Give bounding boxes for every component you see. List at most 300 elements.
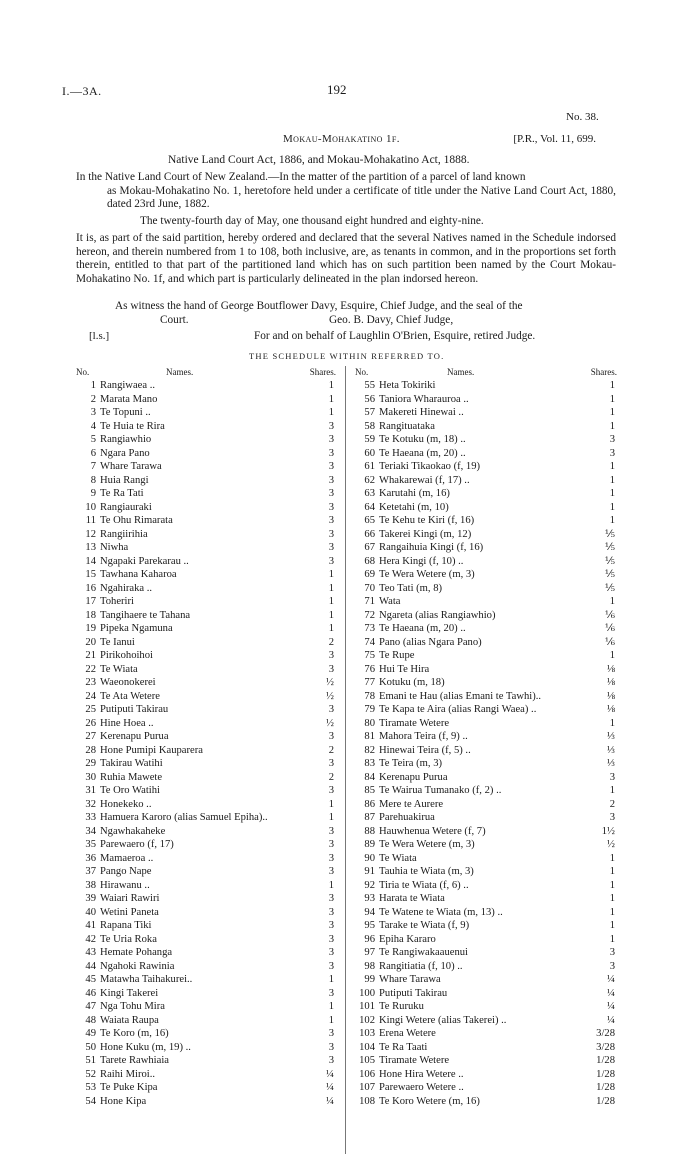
schedule-row	[355, 1041, 617, 1055]
share-value: 3	[328, 785, 334, 796]
schedule-row	[355, 960, 617, 974]
schedule-row	[76, 906, 336, 920]
row-number: 78	[364, 690, 375, 702]
row-number: 86	[364, 798, 375, 810]
owner-name: Honekeko ..	[100, 798, 152, 810]
schedule-row	[76, 744, 336, 758]
owner-name: Whare Tarawa	[100, 461, 162, 472]
schedule-row	[76, 568, 336, 582]
owner-name: Takerei Kingi (m, 12)	[379, 528, 472, 540]
schedule-row	[355, 1081, 617, 1095]
owner-name: Matawha Taihakurei..	[100, 974, 193, 985]
row-number: 101	[359, 1001, 375, 1012]
share-value: 3	[328, 515, 334, 526]
schedule-row	[355, 1095, 617, 1109]
share-value: 3	[328, 987, 334, 999]
owner-name: Rangituataka	[379, 420, 435, 432]
owner-name: Tangihaere te Tahana	[100, 609, 191, 621]
row-number: 95	[364, 920, 375, 931]
share-value: 1/28	[596, 1068, 615, 1080]
owner-name: Whare Tarawa	[379, 974, 441, 985]
schedule-row	[76, 460, 336, 474]
row-number: 13	[85, 542, 96, 553]
share-value: ⅕	[604, 582, 615, 594]
schedule-row	[76, 474, 336, 488]
share-value: 2	[609, 798, 615, 810]
owner-name: Hamuera Karoro (alias Samuel Epiha)..	[100, 812, 268, 823]
schedule-row	[76, 1054, 336, 1068]
schedule-row	[355, 1054, 617, 1068]
schedule-row	[76, 636, 336, 650]
seal-mark: [l.s.]	[89, 330, 110, 342]
schedule-row	[76, 703, 336, 717]
schedule-right-header	[355, 366, 617, 379]
owner-name: Whakarewai (f, 17) ..	[379, 474, 470, 486]
schedule-row	[355, 622, 617, 636]
owner-name: Te Ata Wetere	[100, 690, 160, 702]
schedule-row	[76, 1014, 336, 1028]
owner-name: Te Haeana (m, 20) ..	[379, 623, 466, 634]
row-number: 71	[364, 596, 375, 607]
schedule-row	[355, 663, 617, 677]
row-number: 36	[85, 852, 96, 864]
row-number: 35	[85, 839, 96, 850]
owner-name: Tawhana Kaharoa	[100, 569, 177, 580]
schedule-row	[355, 568, 617, 582]
owner-name: Hirawanu ..	[100, 879, 150, 891]
schedule-row	[355, 460, 617, 474]
row-number: 61	[364, 461, 375, 472]
share-value: 3	[328, 447, 334, 459]
owner-name: Putiputi Takirau	[100, 704, 169, 715]
schedule-row	[76, 1081, 336, 1095]
row-number: 79	[364, 704, 375, 715]
share-value: ¼	[607, 1014, 615, 1026]
share-value: 3	[328, 866, 334, 877]
row-number: 104	[359, 1041, 375, 1053]
schedule-row	[76, 784, 336, 798]
schedule-row	[355, 555, 617, 569]
row-number: 91	[364, 866, 375, 877]
row-number: 81	[364, 731, 375, 742]
owner-name: Te Wiata	[379, 852, 417, 864]
share-value: 3	[328, 1041, 334, 1053]
share-value: 3	[328, 933, 334, 945]
owner-name: Hone Kipa	[100, 1095, 147, 1107]
share-value: 1	[609, 920, 615, 931]
row-number: 96	[364, 933, 375, 945]
row-number: 89	[364, 839, 375, 850]
schedule-row	[355, 433, 617, 447]
schedule-row	[76, 582, 336, 596]
share-value: 3	[328, 852, 334, 864]
share-value: 1	[328, 1001, 334, 1012]
row-number: 93	[364, 893, 375, 904]
schedule-row	[355, 1014, 617, 1028]
share-value: ⅕	[604, 569, 615, 580]
share-value: ½	[326, 690, 334, 702]
schedule-row	[76, 1000, 336, 1014]
owner-name: Rangaihuia Kingi (f, 16)	[379, 542, 484, 553]
row-number: 31	[85, 785, 96, 796]
owner-name: Rangiwaea ..	[100, 380, 156, 391]
owner-name: Rangitiatia (f, 10) ..	[379, 960, 463, 972]
share-value: 1	[609, 488, 615, 499]
owner-name: Waeonokerei	[100, 677, 156, 688]
schedule-row	[355, 1027, 617, 1041]
row-number: 1	[90, 380, 96, 391]
owner-name: Hui Te Hira	[379, 663, 430, 675]
owner-name: Karutahi (m, 16)	[379, 488, 450, 499]
owner-name: Te Kotuku (m, 18) ..	[379, 434, 466, 445]
share-value: ⅓	[607, 758, 615, 769]
share-value: 3	[328, 663, 334, 675]
share-value: 3	[328, 555, 334, 567]
share-value: 2	[328, 744, 334, 756]
owner-name: Tarake te Wiata (f, 9)	[379, 920, 470, 931]
row-number: 9	[90, 488, 96, 499]
row-number: 102	[359, 1014, 375, 1026]
owner-name: Ngawhakaheke	[100, 825, 166, 837]
schedule-row	[76, 622, 336, 636]
schedule-row	[76, 1095, 336, 1109]
owner-name: Harata te Wiata	[379, 893, 445, 904]
row-number: 58	[364, 420, 375, 432]
schedule-row	[355, 447, 617, 461]
owner-name: Te Kehu te Kiri (f, 16)	[379, 515, 475, 526]
schedule-row	[76, 487, 336, 501]
owner-name: Te Wairua Tumanako (f, 2) ..	[379, 785, 502, 796]
row-number: 8	[90, 474, 96, 486]
row-number: 108	[359, 1095, 375, 1107]
schedule-row	[355, 528, 617, 542]
row-number: 34	[85, 825, 96, 837]
share-value: 3	[328, 825, 334, 837]
schedule-row	[355, 595, 617, 609]
owner-name: Te Rupe	[379, 650, 415, 661]
owner-name: Te Huia te Rira	[100, 420, 165, 432]
share-value: 2	[328, 636, 334, 648]
row-number: 59	[364, 434, 375, 445]
row-number: 38	[85, 879, 96, 891]
schedule-row	[76, 757, 336, 771]
schedule-row	[76, 879, 336, 893]
row-number: 43	[85, 947, 96, 958]
owner-name: Mahora Teira (f, 9) ..	[379, 731, 468, 742]
share-value: 1	[609, 515, 615, 526]
col-no-header: No.	[76, 367, 90, 377]
schedule-row	[76, 595, 336, 609]
schedule-row	[76, 649, 336, 663]
row-number: 76	[364, 663, 375, 675]
schedule-row	[355, 582, 617, 596]
schedule-row	[76, 960, 336, 974]
share-value: 3	[328, 839, 334, 850]
owner-name: Te Koro Wetere (m, 16)	[379, 1095, 480, 1107]
schedule-row	[76, 919, 336, 933]
page-number: 192	[327, 82, 347, 97]
judge-signature: Geo. B. Davy, Chief Judge,	[329, 314, 454, 326]
share-value: ⅛	[607, 663, 615, 675]
row-number: 37	[85, 866, 96, 877]
owner-name: Rangiawhio	[100, 434, 152, 445]
row-number: 57	[364, 407, 375, 418]
block-name: Mokau-Mohakatino 1f.	[283, 133, 400, 145]
share-value: 3	[328, 947, 334, 958]
schedule-row	[355, 636, 617, 650]
schedule-row	[355, 946, 617, 960]
block-title-line	[283, 133, 596, 145]
owner-name: Tauhia te Wiata (m, 3)	[379, 866, 474, 877]
share-value: 1	[609, 393, 615, 405]
schedule-row	[76, 541, 336, 555]
share-value: ⅙	[604, 609, 615, 621]
schedule-row	[355, 1000, 617, 1014]
row-number: 75	[364, 650, 375, 661]
owner-name: Waiata Raupa	[100, 1014, 159, 1026]
owner-name: Tiria te Wiata (f, 6) ..	[379, 879, 469, 891]
row-number: 67	[364, 542, 375, 553]
column-divider	[345, 366, 346, 1154]
schedule-row	[76, 528, 336, 542]
owner-name: Huia Rangi	[100, 474, 149, 486]
row-number: 64	[364, 501, 375, 513]
schedule-row	[76, 406, 336, 420]
schedule-row	[76, 514, 336, 528]
owner-name: Te Haeana (m, 20) ..	[379, 447, 466, 459]
document-reference: I.—3A.	[62, 84, 102, 98]
share-value: ⅕	[604, 555, 615, 567]
row-number: 53	[85, 1082, 96, 1093]
col-shares-header: Shares.	[309, 367, 336, 377]
schedule-row	[76, 501, 336, 515]
schedule-row	[76, 717, 336, 731]
owner-name: Kerenapu Purua	[379, 771, 448, 783]
row-number: 33	[85, 812, 96, 823]
owner-name: Hone Kuku (m, 19) ..	[100, 1041, 191, 1053]
schedule-row	[355, 757, 617, 771]
share-value: 3	[328, 528, 334, 540]
schedule-row	[355, 865, 617, 879]
row-number: 11	[85, 515, 96, 526]
schedule-right-rows	[355, 379, 617, 1108]
row-number: 45	[85, 974, 96, 985]
owner-name: Te Topuni ..	[100, 407, 151, 418]
row-number: 18	[85, 609, 96, 621]
share-value: 1	[328, 798, 334, 810]
schedule-row	[355, 973, 617, 987]
share-value: 1	[328, 407, 334, 418]
share-value: ⅙	[604, 623, 615, 634]
preamble-continuation: as Mokau-Mohakatino No. 1, heretofore held under a certificate of title under the Native Land Court Act, 1880, dated 23rd June, 1882.	[107, 184, 616, 211]
share-value: ⅓	[607, 731, 615, 742]
schedule-row	[355, 717, 617, 731]
owner-name: Te Oro Watihi	[100, 785, 160, 796]
share-value: ⅕	[604, 528, 615, 540]
owner-name: Epiha Kararo	[379, 933, 436, 945]
owner-name: Te Kapa te Aira (alias Rangi Waea) ..	[379, 704, 537, 715]
row-number: 54	[85, 1095, 96, 1107]
preamble-first-line: In the Native Land Court of New Zealand.—In the matter of the partition of a parcel of land known	[76, 171, 526, 183]
row-number: 14	[85, 555, 96, 567]
schedule-row	[76, 838, 336, 852]
share-value: 3	[328, 758, 334, 769]
row-number: 97	[364, 947, 375, 958]
share-value: 3	[609, 812, 615, 823]
row-number: 2	[90, 393, 96, 405]
schedule-row	[76, 987, 336, 1001]
schedule-row	[355, 879, 617, 893]
row-number: 17	[85, 596, 96, 607]
owner-name: Kerenapu Purua	[100, 731, 169, 742]
schedule-row	[76, 433, 336, 447]
owner-name: Hinewai Teira (f, 5) ..	[379, 744, 471, 756]
owner-name: Tarete Rawhiaia	[100, 1055, 169, 1066]
schedule-row	[76, 447, 336, 461]
behalf-line: For and on behalf of Laughlin O'Brien, Esquire, retired Judge.	[254, 330, 536, 342]
owner-name: Mere te Aurere	[379, 798, 444, 810]
owner-name: Takirau Watihi	[100, 758, 163, 769]
owner-name: Teriaki Tikaokao (f, 19)	[379, 461, 481, 472]
schedule-row	[76, 1027, 336, 1041]
row-number: 24	[85, 690, 96, 702]
row-number: 88	[364, 825, 375, 837]
row-number: 69	[364, 569, 375, 580]
owner-name: Wetini Paneta	[100, 906, 159, 918]
row-number: 41	[85, 920, 96, 931]
owner-name: Wata	[379, 596, 401, 607]
share-value: ½	[326, 677, 334, 688]
owner-name: Te Rangiwakaauenui	[379, 947, 468, 958]
row-number: 92	[364, 879, 375, 891]
row-number: 25	[85, 704, 96, 715]
share-value: 3	[328, 542, 334, 553]
row-number: 5	[90, 434, 96, 445]
row-number: 44	[85, 960, 96, 972]
row-number: 26	[85, 717, 96, 729]
owner-name: Ngahiraka ..	[100, 582, 153, 594]
schedule-row	[355, 487, 617, 501]
share-value: 3	[328, 893, 334, 904]
schedule-row	[76, 609, 336, 623]
share-value: ⅛	[607, 677, 615, 688]
share-value: 3	[609, 771, 615, 783]
schedule-row	[355, 649, 617, 663]
schedule-row	[76, 690, 336, 704]
schedule-row	[355, 420, 617, 434]
row-number: 83	[364, 758, 375, 769]
col-no-header: No.	[355, 367, 369, 377]
owner-name: Te Uria Roka	[100, 933, 157, 945]
schedule-row	[355, 690, 617, 704]
owner-name: Tiramate Wetere	[379, 717, 450, 729]
owner-name: Te Ra Tati	[100, 488, 144, 499]
row-number: 49	[85, 1028, 96, 1039]
owner-name: Pirikohoihoi	[100, 650, 153, 661]
row-number: 107	[359, 1082, 375, 1093]
share-value: 3	[609, 960, 615, 972]
owner-name: Ngapaki Parekarau ..	[100, 555, 189, 567]
owner-name: Pango Nape	[100, 866, 152, 877]
owner-name: Hone Hira Wetere ..	[379, 1068, 464, 1080]
share-value: ¼	[326, 1082, 334, 1093]
row-number: 30	[85, 771, 96, 783]
owner-name: Hera Kingi (f, 10) ..	[379, 555, 464, 567]
row-number: 82	[364, 744, 375, 756]
owner-name: Hone Pumipi Kauparera	[100, 744, 203, 756]
row-number: 100	[359, 987, 375, 999]
owner-name: Ngara Pano	[100, 447, 150, 459]
schedule-row	[76, 933, 336, 947]
row-number: 22	[85, 663, 96, 675]
row-number: 23	[85, 677, 96, 688]
owner-name: Rapana Tiki	[100, 920, 152, 931]
owner-name: Te Puke Kipa	[100, 1082, 158, 1093]
witness-court: Court.	[160, 314, 189, 326]
row-number: 19	[85, 623, 96, 634]
schedule-row	[76, 676, 336, 690]
owner-name: Kingi Wetere (alias Takerei) ..	[379, 1014, 507, 1026]
share-value: 3	[328, 704, 334, 715]
share-value: 3	[328, 1055, 334, 1066]
owner-name: Te Ruruku	[379, 1001, 424, 1012]
owner-name: Emani te Hau (alias Emani te Tawhi)..	[379, 690, 542, 702]
share-value: 1	[328, 596, 334, 607]
share-value: ½	[607, 839, 615, 850]
share-value: 3	[328, 501, 334, 513]
share-value: 1	[609, 501, 615, 513]
row-number: 55	[364, 380, 375, 391]
schedule-row	[76, 730, 336, 744]
share-value: ⅕	[604, 542, 615, 553]
row-number: 48	[85, 1014, 96, 1026]
schedule-row	[76, 852, 336, 866]
share-value: 1	[328, 812, 334, 823]
row-number: 106	[359, 1068, 375, 1080]
col-names-header: Names.	[447, 367, 475, 377]
owner-name: Raihi Miroi..	[100, 1068, 156, 1080]
share-value: 1	[328, 569, 334, 580]
row-number: 39	[85, 893, 96, 904]
share-value: ⅛	[607, 690, 615, 702]
row-number: 10	[85, 501, 96, 513]
schedule-row	[76, 555, 336, 569]
row-number: 80	[364, 717, 375, 729]
share-value: 1	[328, 582, 334, 594]
share-value: 1	[609, 866, 615, 877]
schedule-row	[76, 1068, 336, 1082]
row-number: 3	[90, 407, 96, 418]
share-value: 1	[609, 893, 615, 904]
schedule-row	[355, 852, 617, 866]
owner-name: Pipeka Ngamuna	[100, 623, 173, 634]
schedule-row	[76, 420, 336, 434]
schedule-row	[76, 811, 336, 825]
row-number: 99	[364, 974, 375, 985]
owner-name: Rangiauraki	[100, 501, 152, 513]
share-value: 3	[328, 474, 334, 486]
act-line: Native Land Court Act, 1886, and Mokau-Mohakatino Act, 1888.	[168, 154, 470, 166]
owner-name: Toheriri	[100, 596, 134, 607]
row-number: 20	[85, 636, 96, 648]
owner-name: Ketetahi (m, 10)	[379, 501, 449, 513]
share-value: 3	[328, 920, 334, 931]
owner-name: Mamaeroa ..	[100, 852, 154, 864]
row-number: 72	[364, 609, 375, 621]
row-number: 6	[90, 447, 96, 459]
schedule-row	[355, 906, 617, 920]
row-number: 66	[364, 528, 375, 540]
